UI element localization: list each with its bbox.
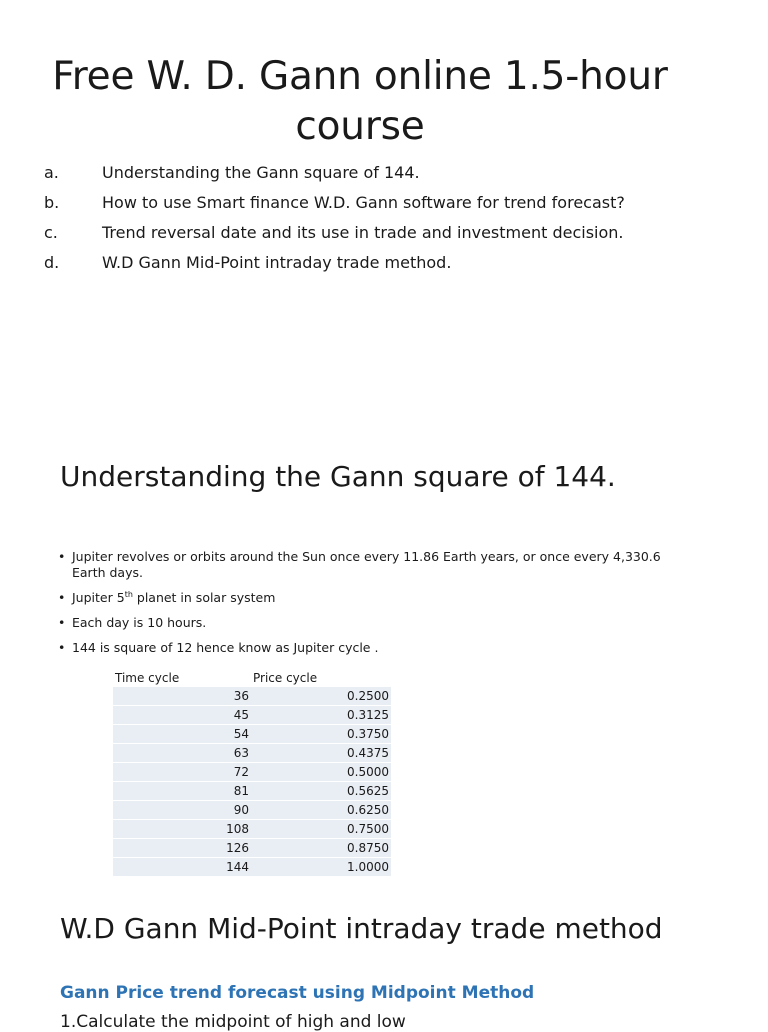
table-row — [113, 801, 391, 820]
agenda-text: Understanding the Gann square of 144. — [102, 163, 420, 182]
price-cell: 0.8750 — [347, 841, 389, 855]
bullet-text: 144 is square of 12 hence know as Jupiter cycle . — [72, 640, 379, 655]
table-row — [113, 820, 391, 839]
time-cell: 144 — [226, 860, 249, 874]
time-cycle-header: Time cycle — [113, 668, 251, 687]
price-cell: 0.3125 — [347, 708, 389, 722]
bullet-text-pre: Jupiter 5 — [72, 590, 125, 605]
price-cell: 0.3750 — [347, 727, 389, 741]
agenda-item — [44, 248, 744, 278]
table-row — [113, 782, 391, 801]
price-cell: 0.4375 — [347, 746, 389, 760]
agenda-text: Trend reversal date and its use in trade and investment decision. — [102, 223, 624, 242]
price-cell: 0.5625 — [347, 784, 389, 798]
table-row — [113, 687, 391, 706]
time-cell: 63 — [233, 746, 249, 760]
gann-square-heading: Understanding the Gann square of 144. — [60, 460, 616, 493]
agenda-letter: d. — [44, 253, 60, 272]
midpoint-subheading: Gann Price trend forecast using Midpoint Method — [60, 983, 535, 1003]
agenda-item — [44, 188, 744, 218]
bullet-text: Jupiter revolves or orbits around the Sun once every 11.86 Earth years, or once every 4,330.6 Earth days. — [72, 549, 661, 580]
table-row — [113, 744, 391, 763]
time-cell: 72 — [233, 765, 249, 779]
time-cell: 108 — [226, 822, 249, 836]
bullet-item — [58, 549, 698, 581]
time-cell: 81 — [233, 784, 249, 798]
agenda-letter: b. — [44, 193, 60, 212]
table-row — [113, 725, 391, 744]
price-cell: 0.5000 — [347, 765, 389, 779]
agenda-letter: c. — [44, 223, 58, 242]
bullet-text-post: planet in solar system — [132, 590, 276, 605]
price-cell: 0.6250 — [347, 803, 389, 817]
table-row — [113, 839, 391, 858]
agenda-item — [44, 158, 744, 188]
table-row — [113, 706, 391, 725]
table-row — [113, 763, 391, 782]
time-cell: 36 — [233, 689, 249, 703]
price-cell: 0.7500 — [347, 822, 389, 836]
time-cell: 54 — [233, 727, 249, 741]
agenda-item — [44, 218, 744, 248]
agenda-list — [44, 158, 744, 278]
ordinal-superscript: th — [124, 589, 133, 599]
agenda-text: How to use Smart finance W.D. Gann software for trend forecast? — [102, 193, 625, 212]
agenda-letter: a. — [44, 163, 59, 182]
bullet-text: Each day is 10 hours. — [72, 615, 207, 630]
time-cell: 90 — [233, 803, 249, 817]
table-header-row — [113, 668, 391, 687]
bullet-item — [58, 615, 698, 631]
page-title: Free W. D. Gann online 1.5-hour course — [52, 54, 668, 149]
time-cell: 45 — [233, 708, 249, 722]
price-cell: 1.0000 — [347, 860, 389, 874]
time-cell: 126 — [226, 841, 249, 855]
price-cell: 0.2500 — [347, 689, 389, 703]
table-row — [113, 858, 391, 877]
bullet-item — [58, 590, 698, 606]
bullet-item — [58, 640, 698, 656]
agenda-text: W.D Gann Mid-Point intraday trade method. — [102, 253, 452, 272]
midpoint-first-step: 1.Calculate the midpoint of high and low — [60, 1012, 406, 1032]
price-cycle-header: Price cycle — [251, 668, 391, 687]
cycle-table — [113, 668, 391, 877]
midpoint-heading: W.D Gann Mid-Point intraday trade method — [60, 912, 663, 945]
jupiter-facts-list — [58, 549, 698, 665]
